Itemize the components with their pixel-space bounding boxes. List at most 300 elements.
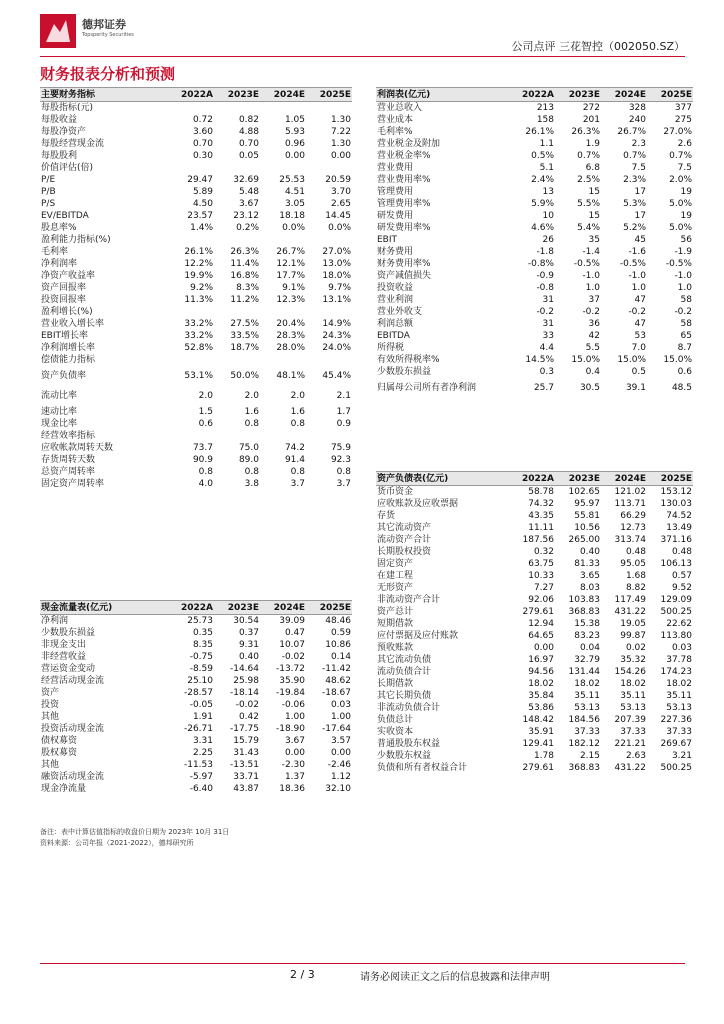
cell-value: 15 <box>588 211 600 221</box>
cell-value: 27.5% <box>230 319 259 329</box>
row-label: 投资回报率 <box>41 295 87 305</box>
cell-value: 45.4% <box>322 371 351 381</box>
cell-value: 0.48 <box>671 547 692 557</box>
cell-value: 0.2% <box>236 223 259 233</box>
cell-value: 0.72 <box>192 115 213 125</box>
cell-value: 121.02 <box>614 487 646 497</box>
cell-value: 0.8 <box>290 467 305 477</box>
cell-value: 4.51 <box>284 187 305 197</box>
cell-value: 25.98 <box>233 676 259 686</box>
cell-value: 18.36 <box>279 784 305 794</box>
cell-value: 15.79 <box>233 736 259 746</box>
cell-value: 7.5 <box>631 163 646 173</box>
cell-value <box>260 162 306 174</box>
header-year: 2022A <box>509 472 555 486</box>
row-label: 应收帐款周转天数 <box>41 443 114 453</box>
cell-value: 0.37 <box>238 628 259 638</box>
header-title: 现金流量表(亿元) <box>40 601 168 615</box>
cell-value: 500.25 <box>660 607 692 617</box>
table-header-row <box>40 601 352 615</box>
row-label: 流动负债合计 <box>377 667 432 677</box>
cell-value: 2.1 <box>336 391 351 401</box>
row-label: 其它流动资产 <box>377 523 432 533</box>
cell-value: 0.7% <box>577 151 600 161</box>
row-label: P/S <box>41 199 56 209</box>
row-label: 盈利能力指标(%) <box>41 235 111 245</box>
cell-value: 182.12 <box>568 739 600 749</box>
table-row <box>376 378 693 398</box>
cell-value: 154.26 <box>614 667 646 677</box>
cell-value: 48.5 <box>671 383 692 393</box>
cell-value: 117.49 <box>614 595 646 605</box>
cell-value: 28.0% <box>276 343 305 353</box>
table-row <box>376 210 693 222</box>
cell-value: 0.00 <box>284 748 305 758</box>
company-name-cn: 德邦证券 <box>82 18 126 31</box>
cell-value: 17.7% <box>276 271 305 281</box>
footer-divider <box>40 963 685 964</box>
table-row <box>40 294 352 306</box>
row-label: 营业总收入 <box>377 103 423 113</box>
cell-value: 0.8 <box>336 467 351 477</box>
cell-value: -0.9 <box>536 271 554 281</box>
table-row <box>40 126 352 138</box>
cell-value: 3.57 <box>330 736 351 746</box>
cell-value: -2.30 <box>281 760 305 770</box>
cell-value: 99.87 <box>620 631 646 641</box>
table-row <box>376 258 693 270</box>
table-row <box>40 687 352 699</box>
table-row <box>376 126 693 138</box>
cell-value: 37.78 <box>666 655 692 665</box>
table-row <box>40 418 352 430</box>
table-header-row <box>376 472 693 486</box>
cell-value: -17.75 <box>229 724 259 734</box>
header-title: 资产负债表(亿元) <box>376 472 509 486</box>
cell-value: 35.90 <box>279 676 305 686</box>
cell-value: 0.96 <box>284 139 305 149</box>
table-row <box>376 750 693 762</box>
row-label: EV/EBITDA <box>41 211 89 221</box>
cell-value: -0.06 <box>281 700 305 710</box>
cell-value: 48.62 <box>325 676 351 686</box>
cell-value: 1.1 <box>539 139 554 149</box>
cell-value: 95.05 <box>620 559 646 569</box>
cell-value: 0.8 <box>244 467 259 477</box>
cell-value: 0.9 <box>336 419 351 429</box>
cell-value: 328 <box>628 103 646 113</box>
cell-value: 33.2% <box>184 319 213 329</box>
cell-value: 53 <box>634 331 646 341</box>
table-row <box>376 630 693 642</box>
cell-value <box>260 234 306 246</box>
table-row <box>40 627 352 639</box>
row-label: 其它流动负债 <box>377 655 432 665</box>
header-year: 2025E <box>306 88 352 102</box>
cell-value: 313.74 <box>614 535 646 545</box>
cell-value: 37.33 <box>666 727 692 737</box>
cell-value: 0.40 <box>579 547 600 557</box>
cell-value: 2.65 <box>330 199 351 209</box>
cell-value: 5.89 <box>192 187 213 197</box>
cell-value: 129.09 <box>660 595 692 605</box>
header-title: 利润表(亿元) <box>376 88 509 102</box>
cell-value: 431.22 <box>614 607 646 617</box>
cell-value: 29.47 <box>187 175 213 185</box>
cell-value: 24.0% <box>322 343 351 353</box>
cell-value: 102.65 <box>568 487 600 497</box>
cell-value: -1.0 <box>628 271 646 281</box>
table-row <box>376 162 693 174</box>
table-row <box>376 546 693 558</box>
cell-value <box>168 430 214 442</box>
cell-value: 5.2% <box>623 223 646 233</box>
cell-value: 3.65 <box>579 571 600 581</box>
cell-value: 18.7% <box>230 343 259 353</box>
cell-value <box>168 102 214 115</box>
cell-value: 1.0 <box>631 283 646 293</box>
cell-value: 64.65 <box>528 631 554 641</box>
cell-value: 90.9 <box>192 455 213 465</box>
cell-value: 53.13 <box>620 703 646 713</box>
cell-value: 23.57 <box>187 211 213 221</box>
row-label: 在建工程 <box>377 571 414 581</box>
cell-value: 15.0% <box>571 355 600 365</box>
row-label: 管理费用率% <box>377 199 431 209</box>
table-row <box>40 222 352 234</box>
table-row <box>376 594 693 606</box>
table-row <box>40 386 352 406</box>
cell-value: 130.03 <box>660 499 692 509</box>
header-year: 2025E <box>647 472 693 486</box>
row-label: 流动比率 <box>41 391 78 401</box>
row-label: 财务费用 <box>377 247 414 257</box>
cell-value: 73.7 <box>192 443 213 453</box>
cell-value: 275 <box>674 115 692 125</box>
cell-value: 272 <box>582 103 600 113</box>
table-row <box>40 198 352 210</box>
cell-value: -6.40 <box>189 784 213 794</box>
row-label: 每股股利 <box>41 151 78 161</box>
cell-value: 17 <box>634 211 646 221</box>
cell-value: 0.32 <box>533 547 554 557</box>
cell-value: 1.00 <box>284 712 305 722</box>
row-label: 盈利增长(%) <box>41 307 93 317</box>
cell-value: 207.39 <box>614 715 646 725</box>
cell-value: 20.4% <box>276 319 305 329</box>
row-label: 非经营收益 <box>41 652 87 662</box>
row-label: 营业税金率% <box>377 151 431 161</box>
table-row <box>40 210 352 222</box>
cell-value: 42 <box>588 331 600 341</box>
cell-value: 0.5% <box>531 151 554 161</box>
header-year: 2022A <box>168 601 214 615</box>
row-label: 股权募资 <box>41 748 78 758</box>
header-year: 2024E <box>260 88 306 102</box>
row-label: 负债和所有者权益合计 <box>377 763 468 773</box>
cell-value: 92.06 <box>528 595 554 605</box>
cell-value: 33.71 <box>233 772 259 782</box>
row-label: 营业收入增长率 <box>41 319 105 329</box>
cell-value: 13.0% <box>322 259 351 269</box>
row-label: 现金净流量 <box>41 784 87 794</box>
table-header-row <box>376 88 693 102</box>
company-name-en: Topsperity Securities <box>82 32 134 38</box>
cell-value: 0.03 <box>671 643 692 653</box>
cell-value: 95.97 <box>574 499 600 509</box>
cell-value: 0.35 <box>192 628 213 638</box>
header-year: 2023E <box>214 88 260 102</box>
table-row <box>40 174 352 186</box>
table-row <box>376 270 693 282</box>
cell-value: 4.50 <box>192 199 213 209</box>
cell-value: 18.0% <box>322 271 351 281</box>
cell-value: 2.6 <box>677 139 692 149</box>
cell-value: 8.7 <box>677 343 692 353</box>
table-row <box>376 606 693 618</box>
cell-value: 4.6% <box>531 223 554 233</box>
cell-value: 30.54 <box>233 616 259 626</box>
cell-value <box>260 430 306 442</box>
cell-value: -0.05 <box>189 700 213 710</box>
cell-value: 9.7% <box>328 283 351 293</box>
cell-value: -1.0 <box>582 271 600 281</box>
row-label: 净利润增长率 <box>41 343 96 353</box>
cell-value: 113.80 <box>660 631 692 641</box>
cell-value: 3.67 <box>238 199 259 209</box>
cell-value: 81.33 <box>574 559 600 569</box>
cell-value: 0.0% <box>282 223 305 233</box>
table-row <box>376 558 693 570</box>
cell-value <box>214 430 260 442</box>
header-year: 2022A <box>168 88 214 102</box>
row-label: 归属母公司所有者净利润 <box>377 383 477 393</box>
cell-value: -17.64 <box>321 724 351 734</box>
cell-value: 1.6 <box>244 407 259 417</box>
row-label: 无形资产 <box>377 583 414 593</box>
table-row <box>376 726 693 738</box>
table-row <box>40 330 352 342</box>
cell-value: 0.59 <box>330 628 351 638</box>
cell-value: 35.11 <box>620 691 646 701</box>
table-row <box>376 330 693 342</box>
cell-value: 19.9% <box>184 271 213 281</box>
row-label: 投资收益 <box>377 283 414 293</box>
cell-value <box>168 306 214 318</box>
row-label: 经营效率指标 <box>41 431 96 441</box>
cell-value: 35.84 <box>528 691 554 701</box>
cell-value: 32.10 <box>325 784 351 794</box>
cell-value <box>260 354 306 366</box>
cell-value: 58 <box>680 319 692 329</box>
row-label: 管理费用 <box>377 187 414 197</box>
row-label: 每股收益 <box>41 115 78 125</box>
cell-value: 74.52 <box>666 511 692 521</box>
cell-value: -1.0 <box>674 271 692 281</box>
cell-value: 0.70 <box>238 139 259 149</box>
cell-value: 26.1% <box>184 247 213 257</box>
cell-value: 15.0% <box>663 355 692 365</box>
table-row <box>376 234 693 246</box>
cell-value: -0.2 <box>536 307 554 317</box>
table-row <box>376 246 693 258</box>
cell-value: 0.82 <box>238 115 259 125</box>
row-label: 长期借款 <box>377 679 414 689</box>
cell-value: 0.8 <box>198 467 213 477</box>
row-label: 其它长期负债 <box>377 691 432 701</box>
table-row <box>40 318 352 330</box>
cell-value: 13 <box>542 187 554 197</box>
cell-value: -0.8% <box>527 259 554 269</box>
row-label: 短期借款 <box>377 619 414 629</box>
cell-value: 11.11 <box>528 523 554 533</box>
row-label: 偿债能力指标 <box>41 355 96 365</box>
cell-value: 2.0 <box>198 391 213 401</box>
table-row <box>40 342 352 354</box>
cell-value: -13.72 <box>275 664 305 674</box>
cell-value: 58.78 <box>528 487 554 497</box>
table-row <box>40 723 352 735</box>
cell-value: 26.3% <box>230 247 259 257</box>
cell-value: 500.25 <box>660 763 692 773</box>
cell-value: 5.48 <box>238 187 259 197</box>
cell-value <box>214 102 260 115</box>
cell-value: 36 <box>588 319 600 329</box>
cell-value: 25.73 <box>187 616 213 626</box>
cell-value: 19 <box>680 187 692 197</box>
cell-value: 13.49 <box>666 523 692 533</box>
row-label: 少数股东权益 <box>377 751 432 761</box>
cell-value: 2.0 <box>244 391 259 401</box>
cell-value: 6.8 <box>585 163 600 173</box>
table-row <box>376 510 693 522</box>
cell-value: 2.4% <box>531 175 554 185</box>
row-label: 债权募资 <box>41 736 78 746</box>
cell-value: 28.3% <box>276 331 305 341</box>
cell-value: 184.56 <box>568 715 600 725</box>
cell-value: 24.3% <box>322 331 351 341</box>
cell-value: 5.5% <box>577 199 600 209</box>
row-label: 所得税 <box>377 343 405 353</box>
cell-value: 0.00 <box>330 151 351 161</box>
cell-value: 265.00 <box>568 535 600 545</box>
cell-value: 7.5 <box>677 163 692 173</box>
cell-value: 5.0% <box>669 223 692 233</box>
table-row <box>376 282 693 294</box>
cell-value: 3.21 <box>671 751 692 761</box>
table-row <box>376 342 693 354</box>
cell-value: 33.5% <box>230 331 259 341</box>
cell-value: -0.02 <box>235 700 259 710</box>
table-row <box>40 162 352 174</box>
header-year: 2024E <box>601 88 647 102</box>
row-label: 毛利率 <box>41 247 69 257</box>
row-label: 营业费用 <box>377 163 414 173</box>
cell-value: 12.94 <box>528 619 554 629</box>
cell-value: 103.83 <box>568 595 600 605</box>
row-label: 经营活动现金流 <box>41 676 105 686</box>
row-label: P/E <box>41 175 56 185</box>
cell-value: 26.1% <box>525 127 554 137</box>
cell-value <box>306 430 352 442</box>
row-label: P/B <box>41 187 56 197</box>
cell-value: -0.2 <box>582 307 600 317</box>
cell-value: 65 <box>680 331 692 341</box>
cell-value: 18.02 <box>574 679 600 689</box>
cell-value: 45 <box>634 235 646 245</box>
cell-value: 148.42 <box>522 715 554 725</box>
cell-value: 15.38 <box>574 619 600 629</box>
row-label: 货币资金 <box>377 487 414 497</box>
cell-value: 4.88 <box>238 127 259 137</box>
cell-value <box>306 162 352 174</box>
header-divider <box>40 56 685 57</box>
cell-value: 56 <box>680 235 692 245</box>
cell-value: 94.56 <box>528 667 554 677</box>
row-label: 净利润率 <box>41 259 78 269</box>
cell-value: 32.69 <box>233 175 259 185</box>
cell-value: -1.9 <box>674 247 692 257</box>
cell-value: 43.35 <box>528 511 554 521</box>
header-year: 2023E <box>214 601 260 615</box>
cell-value: 1.00 <box>330 712 351 722</box>
cell-value: 47 <box>634 295 646 305</box>
row-label: 营业成本 <box>377 115 414 125</box>
cell-value: 89.0 <box>238 455 259 465</box>
cell-value: 14.9% <box>322 319 351 329</box>
cell-value: 32.79 <box>574 655 600 665</box>
row-label: 资产总计 <box>377 607 414 617</box>
header-year: 2024E <box>601 472 647 486</box>
table-row <box>40 258 352 270</box>
cell-value: 74.32 <box>528 499 554 509</box>
row-label: EBIT <box>377 235 398 245</box>
table-row <box>40 675 352 687</box>
cell-value <box>214 234 260 246</box>
cell-value: 0.40 <box>238 652 259 662</box>
cell-value: -0.8 <box>536 283 554 293</box>
table-row <box>40 466 352 478</box>
cell-value: 0.57 <box>671 571 692 581</box>
table-row <box>40 234 352 246</box>
row-label: 应收账款及应收票据 <box>377 499 459 509</box>
cell-value: 92.3 <box>330 455 351 465</box>
row-label: 其他 <box>41 760 60 770</box>
table-row <box>40 454 352 466</box>
header-year: 2023E <box>555 88 601 102</box>
table-row <box>40 270 352 282</box>
table-row <box>376 642 693 654</box>
cell-value: 3.31 <box>192 736 213 746</box>
row-label: 资产 <box>41 688 60 698</box>
cell-value: 1.37 <box>284 772 305 782</box>
cell-value: 27.0% <box>663 127 692 137</box>
row-label: 流动资产合计 <box>377 535 432 545</box>
cell-value: 3.7 <box>336 479 351 489</box>
cell-value: 5.0% <box>669 199 692 209</box>
cell-value: 0.00 <box>330 748 351 758</box>
row-label: 营业利润 <box>377 295 414 305</box>
row-label: 价值评估(倍) <box>41 163 94 173</box>
table-row <box>40 186 352 198</box>
cell-value: 58 <box>680 295 692 305</box>
cell-value: -0.2 <box>674 307 692 317</box>
cell-value: 5.9% <box>531 199 554 209</box>
row-label: 融资活动现金流 <box>41 772 105 782</box>
cell-value: 37.33 <box>620 727 646 737</box>
cell-value: 0.48 <box>625 547 646 557</box>
cell-value: -28.57 <box>183 688 213 698</box>
